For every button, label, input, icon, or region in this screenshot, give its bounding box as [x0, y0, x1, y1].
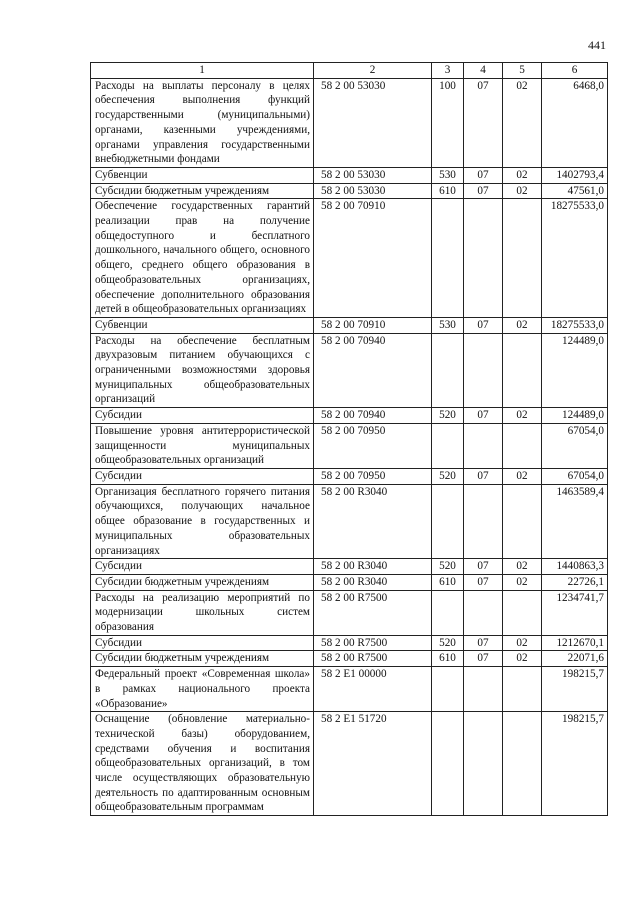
amount: 124489,0 [542, 333, 608, 408]
amount: 1212670,1 [542, 635, 608, 651]
row-description: Субвенции [91, 167, 314, 183]
subsection-code: 02 [503, 635, 542, 651]
table-row [91, 423, 608, 468]
amount: 6468,0 [542, 78, 608, 167]
table-row [91, 484, 608, 559]
budget-code: 58 2 00 R7500 [314, 635, 432, 651]
subsection-code [503, 712, 542, 816]
budget-code: 58 2 00 R3040 [314, 574, 432, 590]
amount: 18275533,0 [542, 317, 608, 333]
expense-type-code: 520 [432, 408, 464, 424]
budget-code: 58 2 00 70940 [314, 333, 432, 408]
section-code: 07 [464, 574, 503, 590]
budget-code: 58 2 00 R7500 [314, 651, 432, 667]
section-code [464, 667, 503, 712]
section-code [464, 199, 503, 318]
amount: 1402793,4 [542, 167, 608, 183]
row-description: Повышение уровня антитеррористической защищенности муниципальных общеобразовательных организаций [91, 423, 314, 468]
table-row [91, 651, 608, 667]
table-row [91, 167, 608, 183]
column-header: 1 [91, 63, 314, 79]
row-description: Расходы на выплаты персоналу в целях обеспечения выполнения функций государственными (муниципальными) органами, казенными учреждениями, органами управления государственными внебюджетными фондами [91, 78, 314, 167]
expense-type-code: 530 [432, 317, 464, 333]
section-code: 07 [464, 651, 503, 667]
section-code [464, 333, 503, 408]
subsection-code: 02 [503, 167, 542, 183]
expense-type-code [432, 423, 464, 468]
table-row [91, 317, 608, 333]
row-description: Субсидии бюджетным учреждениям [91, 651, 314, 667]
table-row [91, 333, 608, 408]
column-header: 5 [503, 63, 542, 79]
subsection-code: 02 [503, 559, 542, 575]
section-code [464, 484, 503, 559]
section-code: 07 [464, 468, 503, 484]
subsection-code [503, 423, 542, 468]
row-description: Субсидии [91, 408, 314, 424]
budget-code: 58 2 00 R3040 [314, 484, 432, 559]
subsection-code: 02 [503, 468, 542, 484]
row-description: Расходы на реализацию мероприятий по модернизации школьных систем образования [91, 590, 314, 635]
amount: 22071,6 [542, 651, 608, 667]
budget-table [90, 62, 608, 816]
amount: 22726,1 [542, 574, 608, 590]
table-row [91, 667, 608, 712]
amount: 47561,0 [542, 183, 608, 199]
row-description: Обеспечение государственных гарантий реализации прав на получение общедоступного и бесплатного дошкольного, начального общего, основного общего, среднего общего образования в общеобразовательных организациях, обеспечение дополнительного образования детей в общеобразовательных организациях [91, 199, 314, 318]
section-code: 07 [464, 78, 503, 167]
row-description: Субсидии [91, 468, 314, 484]
subsection-code [503, 484, 542, 559]
section-code [464, 590, 503, 635]
table-row [91, 183, 608, 199]
subsection-code: 02 [503, 317, 542, 333]
section-code: 07 [464, 167, 503, 183]
budget-code: 58 2 00 R7500 [314, 590, 432, 635]
amount: 67054,0 [542, 468, 608, 484]
section-code [464, 712, 503, 816]
subsection-code: 02 [503, 574, 542, 590]
amount: 198215,7 [542, 667, 608, 712]
subsection-code: 02 [503, 408, 542, 424]
expense-type-code: 100 [432, 78, 464, 167]
column-header: 4 [464, 63, 503, 79]
expense-type-code: 610 [432, 574, 464, 590]
amount: 124489,0 [542, 408, 608, 424]
expense-type-code: 520 [432, 635, 464, 651]
row-description: Субвенции [91, 317, 314, 333]
section-code: 07 [464, 559, 503, 575]
subsection-code: 02 [503, 651, 542, 667]
amount: 67054,0 [542, 423, 608, 468]
expense-type-code [432, 333, 464, 408]
table-header-row [91, 63, 608, 79]
expense-type-code: 530 [432, 167, 464, 183]
amount: 1463589,4 [542, 484, 608, 559]
budget-code: 58 2 00 53030 [314, 78, 432, 167]
expense-type-code: 520 [432, 468, 464, 484]
subsection-code [503, 199, 542, 318]
table-row [91, 712, 608, 816]
table-row [91, 559, 608, 575]
budget-code: 58 2 00 70950 [314, 423, 432, 468]
page-number: 441 [588, 38, 606, 52]
expense-type-code [432, 712, 464, 816]
column-header: 6 [542, 63, 608, 79]
expense-type-code [432, 667, 464, 712]
row-description: Федеральный проект «Современная школа» в рамках национального проекта «Образование» [91, 667, 314, 712]
subsection-code [503, 590, 542, 635]
row-description: Организация бесплатного горячего питания обучающихся, получающих начальное общее образование в государственных и муниципальных образовательных организациях [91, 484, 314, 559]
amount: 1234741,7 [542, 590, 608, 635]
row-description: Расходы на обеспечение бесплатным двухразовым питанием обучающихся с ограниченными возможностями здоровья муниципальных общеобразовательных организаций [91, 333, 314, 408]
budget-code: 58 2 00 53030 [314, 167, 432, 183]
table-row [91, 574, 608, 590]
subsection-code [503, 667, 542, 712]
expense-type-code: 610 [432, 183, 464, 199]
budget-code: 58 2 E1 51720 [314, 712, 432, 816]
expense-type-code [432, 590, 464, 635]
subsection-code: 02 [503, 183, 542, 199]
budget-code: 58 2 00 53030 [314, 183, 432, 199]
expense-type-code [432, 484, 464, 559]
row-description: Субсидии [91, 635, 314, 651]
subsection-code: 02 [503, 78, 542, 167]
section-code: 07 [464, 635, 503, 651]
expense-type-code: 610 [432, 651, 464, 667]
column-header: 2 [314, 63, 432, 79]
amount: 198215,7 [542, 712, 608, 816]
table-row [91, 590, 608, 635]
budget-code: 58 2 E1 00000 [314, 667, 432, 712]
table-row [91, 468, 608, 484]
expense-type-code [432, 199, 464, 318]
section-code: 07 [464, 317, 503, 333]
budget-code: 58 2 00 R3040 [314, 559, 432, 575]
row-description: Оснащение (обновление материально-технической базы) оборудованием, средствами обучения и воспитания общеобразовательных организаций, в том числе осуществляющих образовательную деятельность по адаптированным основным общеобразовательным программам [91, 712, 314, 816]
row-description: Субсидии бюджетным учреждениям [91, 183, 314, 199]
table-row [91, 199, 608, 318]
row-description: Субсидии бюджетным учреждениям [91, 574, 314, 590]
section-code: 07 [464, 408, 503, 424]
amount: 18275533,0 [542, 199, 608, 318]
subsection-code [503, 333, 542, 408]
table-row [91, 78, 608, 167]
row-description: Субсидии [91, 559, 314, 575]
section-code [464, 423, 503, 468]
budget-code: 58 2 00 70910 [314, 317, 432, 333]
table-row [91, 408, 608, 424]
column-header: 3 [432, 63, 464, 79]
expense-type-code: 520 [432, 559, 464, 575]
amount: 1440863,3 [542, 559, 608, 575]
budget-code: 58 2 00 70940 [314, 408, 432, 424]
budget-code: 58 2 00 70950 [314, 468, 432, 484]
section-code: 07 [464, 183, 503, 199]
table-row [91, 635, 608, 651]
budget-code: 58 2 00 70910 [314, 199, 432, 318]
